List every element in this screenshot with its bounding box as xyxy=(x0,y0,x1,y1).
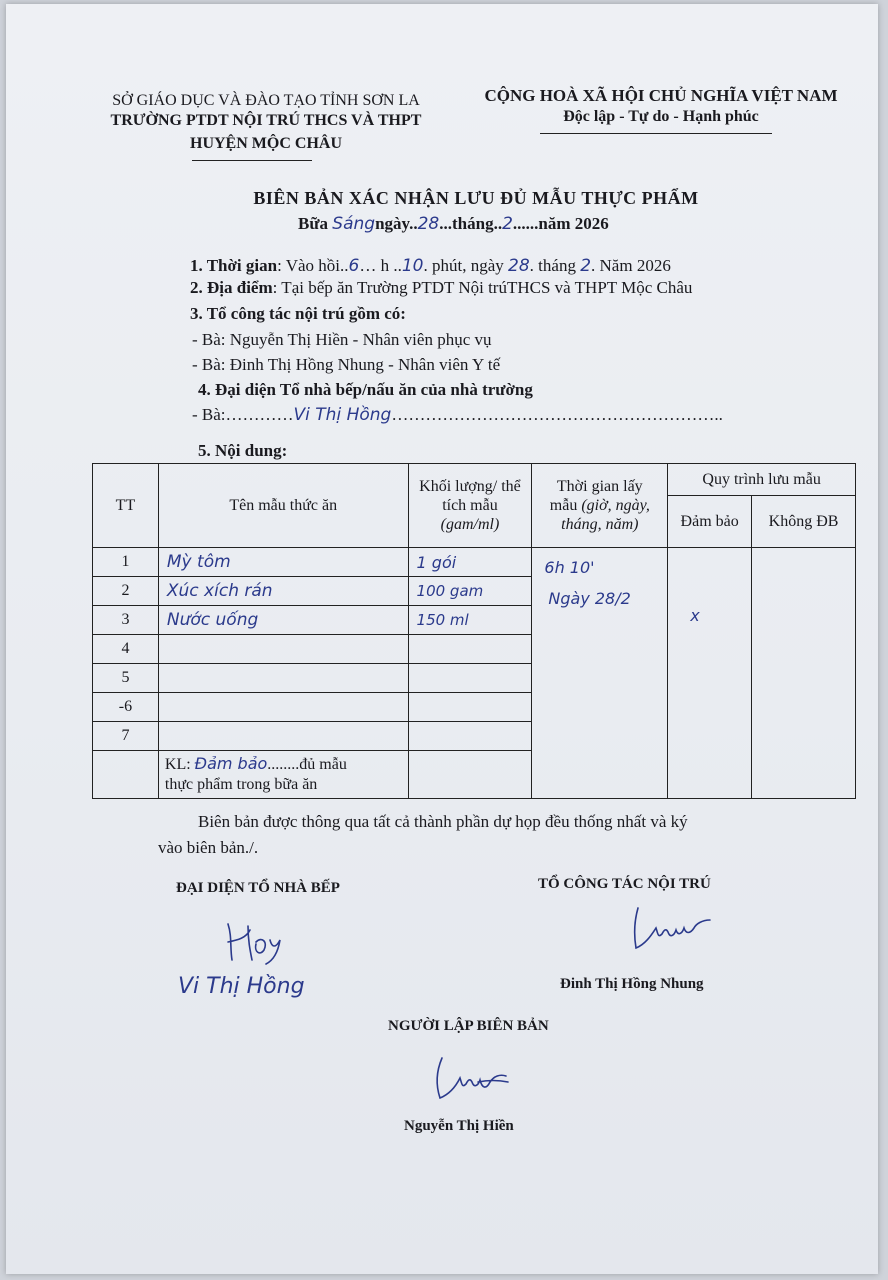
section-kitchen-rep: 4. Đại diện Tổ nhà bếp/nấu ăn của nhà trường xyxy=(198,380,533,399)
row-6-name xyxy=(158,693,408,722)
row-3-tt: 3 xyxy=(93,606,159,635)
team-member-1: - Bà: Nguyễn Thị Hiền - Nhân viên phục vụ xyxy=(192,330,492,349)
recorder-signature xyxy=(428,1052,528,1104)
ensured-mark: x xyxy=(690,606,700,625)
sample-time-hour: 6h 10' xyxy=(544,558,595,577)
row-7-tt: 7 xyxy=(93,722,159,751)
section-time: 1. Thời gian: Vào hồi..6… h ..10. phút, ngày 28. tháng 2. Năm 2026 xyxy=(190,256,671,276)
document-title: BIÊN BẢN XÁC NHẬN LƯU ĐỦ MẪU THỰC PHẨM xyxy=(253,188,699,208)
closing-line-1: Biên bản được thông qua tất cả thành phần dự họp đều thống nhất và ký xyxy=(198,812,688,831)
conclusion-weight xyxy=(408,751,532,799)
row-4-name xyxy=(158,635,408,664)
conclusion-cell: KL: Đảm bảo........đủ mẫu thực phẩm trong bữa ăn xyxy=(158,751,408,799)
row-1-tt: 1 xyxy=(93,548,159,577)
closing-line-2: vào biên bản./. xyxy=(158,838,259,857)
row-3-weight: 150 ml xyxy=(408,606,532,635)
row-5-weight xyxy=(408,664,532,693)
sample-table xyxy=(92,463,856,799)
row-7-weight xyxy=(408,722,532,751)
national-title: CỘNG HOÀ XÃ HỘI CHỦ NGHĨA VIỆT NAM xyxy=(484,86,838,105)
header-left-underline xyxy=(192,160,312,161)
header-procedure: Quy trình lưu mẫu xyxy=(668,464,856,496)
department-name: SỞ GIÁO DỤC VÀ ĐÀO TẠO TỈNH SƠN LA xyxy=(112,92,420,109)
row-1-weight: 1 gói xyxy=(408,548,532,577)
header-not-ensured: Không ĐB xyxy=(752,496,856,548)
boarding-team-signature xyxy=(626,904,726,954)
header-ensured: Đảm bảo xyxy=(668,496,752,548)
kitchen-rep-name-line: - Bà:…………Vi Thị Hồng………………………………………………….. xyxy=(192,405,723,425)
kitchen-rep-title: ĐẠI DIỆN TỔ NHÀ BẾP xyxy=(176,880,340,896)
national-motto: Độc lập - Tự do - Hạnh phúc xyxy=(563,108,759,125)
row-3-name: Nước uống xyxy=(158,606,408,635)
section-content: 5. Nội dung: xyxy=(198,441,288,460)
row-5-tt: 5 xyxy=(93,664,159,693)
meal-date-line: Bữa Sángngày..28...tháng..2......năm 2026 xyxy=(298,214,609,234)
row-1-name: Mỳ tôm xyxy=(158,548,408,577)
row-4-weight xyxy=(408,635,532,664)
row-2-weight: 100 gam xyxy=(408,577,532,606)
boarding-team-title: TỔ CÔNG TÁC NỘI TRÚ xyxy=(538,876,711,892)
recorder-name: Nguyễn Thị Hiền xyxy=(404,1118,514,1134)
kitchen-rep-signature xyxy=(222,916,292,968)
document-page xyxy=(6,4,878,1274)
row-2-tt: 2 xyxy=(93,577,159,606)
sample-time-date: Ngày 28/2 xyxy=(548,589,631,608)
sample-time-cell xyxy=(532,548,668,799)
row-6-weight xyxy=(408,693,532,722)
conclusion-tt xyxy=(93,751,159,799)
row-2-name: Xúc xích rán xyxy=(158,577,408,606)
header-tt: TT xyxy=(93,464,159,548)
not-ensured-cell xyxy=(752,548,856,799)
boarding-team-name: Đinh Thị Hồng Nhung xyxy=(560,976,704,992)
row-5-name xyxy=(158,664,408,693)
header-sample-time: Thời gian lấy mẫu (giờ, ngày, tháng, năm) xyxy=(532,464,668,548)
header-food-name: Tên mẫu thức ăn xyxy=(158,464,408,548)
school-name-2: HUYỆN MỘC CHÂU xyxy=(190,135,342,152)
recorder-title: NGƯỜI LẬP BIÊN BẢN xyxy=(388,1018,549,1034)
ensured-cell xyxy=(668,548,752,799)
school-name-1: TRƯỜNG PTDT NỘI TRÚ THCS VÀ THPT xyxy=(110,112,422,129)
section-team: 3. Tổ công tác nội trú gồm có: xyxy=(190,304,406,323)
row-4-tt: 4 xyxy=(93,635,159,664)
row-6-tt: -6 xyxy=(93,693,159,722)
team-member-2: - Bà: Đinh Thị Hồng Nhung - Nhân viên Y tế xyxy=(192,355,501,374)
header-right-underline xyxy=(540,133,772,134)
row-7-name xyxy=(158,722,408,751)
header-weight: Khối lượng/ thể tích mẫu (gam/ml) xyxy=(408,464,532,548)
kitchen-rep-handwritten-name: Vi Thị Hồng xyxy=(178,974,305,999)
section-location: 2. Địa điểm: Tại bếp ăn Trường PTDT Nội trúTHCS và THPT Mộc Châu xyxy=(190,278,693,297)
